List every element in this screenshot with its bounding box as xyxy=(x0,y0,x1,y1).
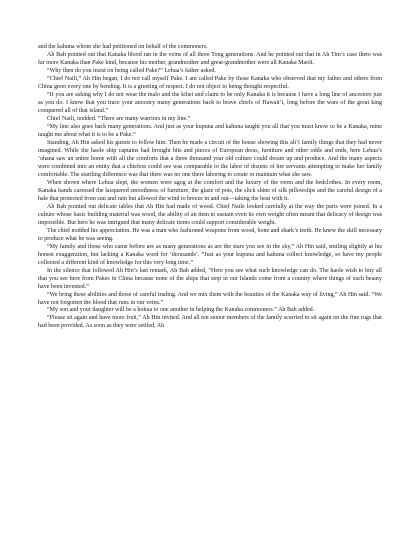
paragraph: “My son and your daughter will be a kokua to one another in helping the Kanaka commoners.” Ah Bah added. xyxy=(47,307,315,314)
paragraph: “If you are asking why I do not wear the malo and the kihei and claim to be only Kanaka it is because I have a long line of ancestors just as you do. I know that you trace your ancestry many generations back to brave chiefs of Hawaii’i, long before the wars of the great king conquered all of that island.” xyxy=(38,91,382,114)
paragraph: “My family and those who came before are as many generations as are the stars you see in the sky,” Ah Hin said, smiling slightly at his honest exaggeration, but lacking a Kanaka word for ‘thousands’. “Just as your kupuna and kahuna collect knowledge, so have my people collected a different kind of knowledge for this very long time.” xyxy=(38,243,382,266)
paragraph: In the silence that followed Ah Hin’s last remark, Ah Bah added, “Here you see what such knowledge can do. The haole wish to buy all that you see here from Pakes in China because none of the ships that stop in our Islands come from a country where things of such beauty have been invented.” xyxy=(38,267,382,290)
paragraph: “We bring these abilities and those of careful trading. And we mix them with the beauties of the Kanaka way of living,” Ah Hin said. “We have not forgotten the blood that runs in our veins.” xyxy=(38,291,382,306)
paragraph: When shown where Lehua slept, the women were agog at the comfort and the luxury of the room and the bedclothes. In every room, Kanaka hands caressed the lacquered smoothness of furniture, the glaze of pots, the slick shine of silk pillowslips and the careful design of a hale that protected from sun and rain but allowed the wind to breeze in and out—taking the heat with it. xyxy=(38,179,382,202)
page-body xyxy=(38,44,382,331)
paragraph: Standing, Ah Hin asked his guests to follow him. Then he made a circuit of the house showing this ali’i family things that they had never imagined. While the haole ship captains had brought bits and pieces of European dress, furniture and other odds and ends, here Lehua’s ’ohana saw an entire home with all the comforts that a three thousand year old culture could dream up and produce. And the many aspects were combined into an entity that a chiefess could see was comparable to the labor of dozens of her servants attempting to make her family comfortable. The startling difference was that there was no one there laboring to create or maintain what she saw. xyxy=(38,139,382,178)
paragraph: The chief nodded his appreciation. He was a man who fashioned weapons from wood, bone and shark’s teeth. He knew the skill necessary to produce what he was seeing. xyxy=(38,227,382,242)
paragraph: “Why then do you insist on being called Pake?” Lehua’s father asked. xyxy=(47,67,216,74)
paragraph: Ah Bah pointed out delicate tables that Ah Hin had made of wood. Chief Naile looked carefully at the way the parts were joined. In a culture whose basic building material was wood, the ability of an item to sustain even its own weight often meant that delicacy of design was impossible. But here he was intrigued that many delicate items could support considerable weight. xyxy=(38,203,382,226)
paragraph: Chief Naili, nodded. “There are many warriors in my line.” xyxy=(47,115,191,122)
paragraph: and the kahuna whom she had petitioned on behalf of the commoners. xyxy=(38,44,208,50)
paragraph: “Chief Naili,” Ah Hin began, I do not call myself Pake. I am called Pake by those Kanaka who observed that my father and others from China greet every one by bending. It is a greeting of respect. I do not object to being thought respectful. xyxy=(38,75,382,90)
paragraph: “My line also goes back many generations. And just as your kupuna and kahuna taught you all that you must know to be a Kanaka, mine taught me about what it is to be a Pake.” xyxy=(38,123,382,138)
paragraph: Ah Bah pointed out that Kanaka blood ran in the veins of all three Tong generations. And he pointed out that in Ah Tim’s case there was far more Kanaka than Pake kind, because his mother, grandmother and great-grandmother were all Kanaka Maoli. xyxy=(38,51,382,66)
paragraph: “Please sit again and have more fruit,” Ah Hin invited. And all ten senior members of the family scurried to sit again on the fine rugs that had been provided. As soon as they were settled, Ah xyxy=(38,315,382,330)
